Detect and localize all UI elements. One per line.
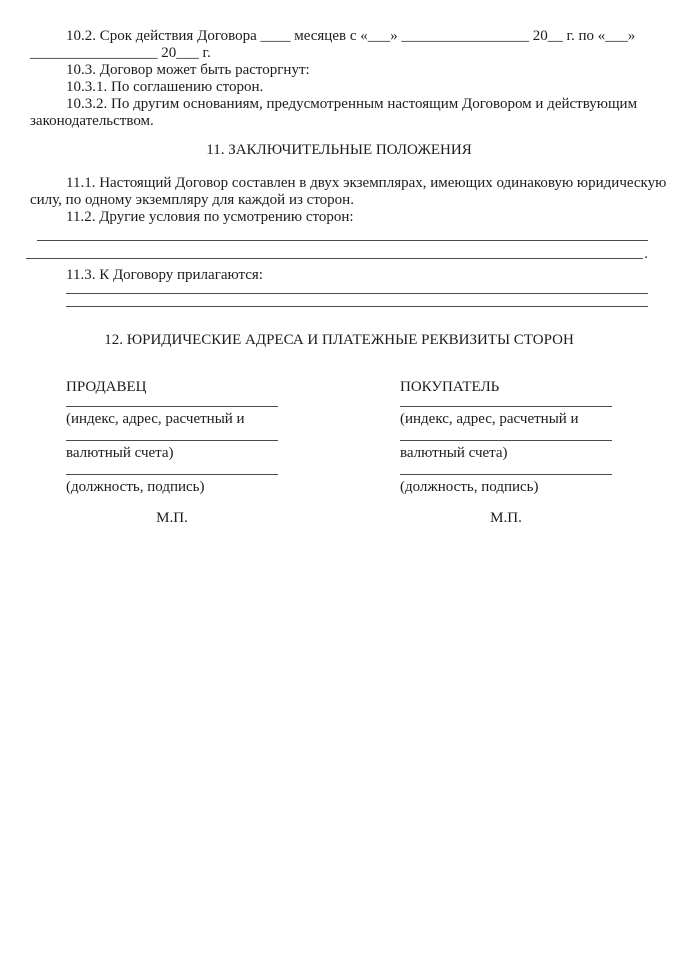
seller-title: ПРОДАВЕЦ	[66, 379, 147, 395]
clause-10-3-2-line-2: законодательством.	[30, 113, 154, 129]
blank-fill-line	[26, 258, 643, 259]
clause-10-2-line-2: _________________ 20___ г.	[30, 45, 211, 61]
blank-fill-line	[66, 440, 278, 441]
clause-10-3-1: 10.3.1. По соглашению сторон.	[66, 79, 264, 95]
buyer-caption-requisites-2: валютный счета)	[400, 445, 508, 461]
blank-fill-line	[400, 440, 612, 441]
buyer-caption-requisites-1: (индекс, адрес, расчетный и	[400, 411, 579, 427]
seller-stamp-mark: М.П.	[156, 510, 188, 526]
blank-fill-line-row	[26, 246, 648, 262]
blank-fill-line	[400, 406, 612, 407]
seller-caption-requisites-1: (индекс, адрес, расчетный и	[66, 411, 245, 427]
seller-column	[66, 379, 278, 527]
blank-fill-line	[66, 293, 648, 294]
section-11-heading: 11. ЗАКЛЮЧИТЕЛЬНЫЕ ПОЛОЖЕНИЯ	[206, 142, 472, 158]
blank-fill-line	[66, 474, 278, 475]
buyer-title: ПОКУПАТЕЛЬ	[400, 379, 500, 395]
clause-11-1-line-1: 11.1. Настоящий Договор составлен в двух экземплярах, имеющих одинаковую юридическую	[66, 175, 667, 191]
blank-fill-line	[37, 240, 648, 241]
blank-fill-line	[400, 474, 612, 475]
buyer-column	[400, 379, 612, 527]
clause-10-2-line-1: 10.2. Срок действия Договора ____ месяцев с «___» _________________ 20__ г. по «___»	[66, 28, 636, 44]
signatures-block	[30, 379, 648, 527]
seller-caption-requisites-2: валютный счета)	[66, 445, 174, 461]
seller-caption-signature: (должность, подпись)	[66, 479, 205, 495]
clause-11-1-line-2: силу, по одному экземпляру для каждой из сторон.	[30, 192, 354, 208]
clause-11-3: 11.3. К Договору прилагаются:	[66, 267, 263, 283]
clause-10-3: 10.3. Договор может быть расторгнут:	[66, 62, 310, 78]
section-12-heading: 12. ЮРИДИЧЕСКИЕ АДРЕСА И ПЛАТЕЖНЫЕ РЕКВИЗИТЫ СТОРОН	[104, 332, 574, 348]
clause-10-3-2-line-1: 10.3.2. По другим основаниям, предусмотренным настоящим Договором и действующим	[66, 96, 638, 112]
blank-fill-line	[66, 306, 648, 307]
buyer-caption-signature: (должность, подпись)	[400, 479, 539, 495]
trailing-period: .	[644, 246, 648, 262]
clause-11-2: 11.2. Другие условия по усмотрению сторон:	[66, 209, 354, 225]
blank-fill-line	[66, 406, 278, 407]
buyer-stamp-mark: М.П.	[490, 510, 522, 526]
